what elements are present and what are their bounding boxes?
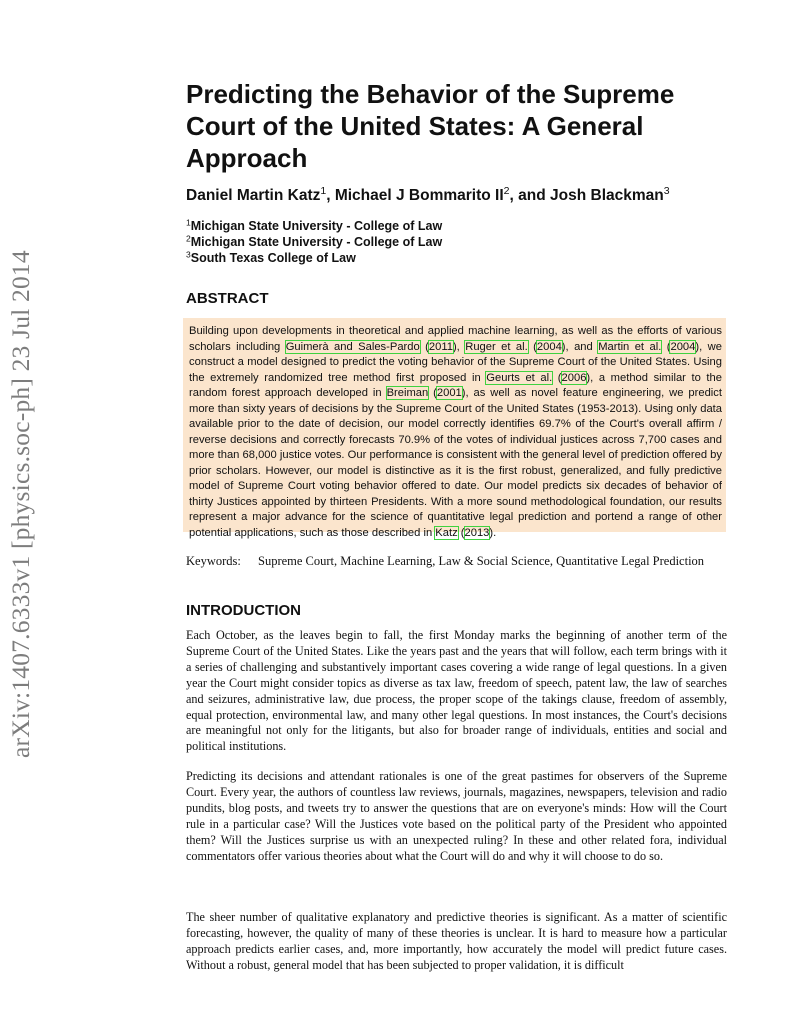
citation-link[interactable]: Martin et al. [598, 340, 662, 353]
citation-link[interactable]: 2011 [428, 340, 453, 353]
body-paragraph: Predicting its decisions and attendant rationales is one of the great pastimes for observers of the Supreme Court. Every year, the authors of countless law reviews, journals, magazines, newspapers, television and radio pundits, blog posts, and tweets try to answer the questions that are on everyone's minds: How will the Court rule in a particular case? Will the Justices vote based on the political party of the President who appointed them? Will the Justices surprise us with an unexpected ruling? In these and other related fora, individual commentators offer various theories about what the Court will do and why it will choose to do so. [186, 769, 727, 863]
citation-link[interactable]: Breiman [386, 387, 429, 399]
abstract-text-run: ( [419, 340, 429, 353]
abstract-box [183, 318, 726, 539]
abstract-text-run: ( [428, 387, 437, 399]
keywords [186, 553, 746, 569]
abstract-heading: ABSTRACT [186, 290, 269, 307]
citation-link[interactable]: 2004 [670, 340, 696, 353]
affiliation: $^1$Michigan State University - College of Law [186, 217, 443, 233]
citation-link[interactable]: Ruger et al. [465, 340, 528, 353]
citation-link[interactable]: Guimerà and Sales-Pardo [285, 340, 420, 353]
citation-link[interactable]: 2006 [561, 371, 587, 384]
arxiv-identifier[interactable]: arXiv:1407.6333v1 [physics.soc-ph] 23 Jul 2014 [6, 250, 35, 758]
author: Daniel Martin Katz$^1$ [186, 185, 327, 204]
citation-link[interactable]: Katz [435, 526, 458, 539]
abstract-text-run: ), we construct a model designed to predict the voting behavior of the Supreme Court of the United States. Using the extremely randomized tree method first proposed in [189, 340, 722, 384]
abstract-text-run: ). [489, 526, 497, 539]
body-paragraph: The sheer number of qualitative explanatory and predictive theories is significant. As a matter of scientific forecasting, however, the quality of many of these theories is unclear. It is hard to measure how a particular approach predicts earlier cases, and, more importantly, how accurately the model will predict future cases. Without a robust, general model that has been subjected to proper validation, it is difficult [186, 910, 727, 972]
keywords-text: Supreme Court, Machine Learning, Law & Social Science, Quantitative Legal Prediction [258, 554, 705, 568]
introduction-heading: INTRODUCTION [186, 602, 301, 619]
body-paragraph: Each October, as the leaves begin to fall, the first Monday marks the beginning of another term of the Supreme Court of the United States. Like the years past and the years that will follow, each term brings with it a series of challenging and substantively important cases covering a wide range of legal questions. In a given year the Court might consider topics as diverse as tax law, freedom of speech, patent law, the law of searches and seizures, administrative law, due process, the proper scope of the takings clause, freedom of assembly, equal protection, environmental law, and many other legal questions. In most instances, the Court's decisions are meaningful not only for the litigants, but also for broader range of individuals, entities and social and political institutions. [186, 628, 727, 754]
abstract-text-run: Building upon developments in theoretical and applied machine learning, as well as the efforts of various scholars including [189, 325, 722, 353]
citation-link[interactable]: 2013 [464, 526, 490, 539]
abstract-text-run: ), and [561, 340, 599, 353]
arxiv-stamp [2, 230, 38, 760]
citation-link[interactable]: 2004 [536, 340, 562, 353]
citation-link[interactable]: Geurts et al. [486, 371, 553, 384]
author: Josh Blackman$^3$ [550, 185, 670, 204]
affiliation: $^3$South Texas College of Law [186, 249, 356, 265]
abstract-text-run: ), as well as novel feature engineering, we predict more than sixty years of decisions by the Supreme Court of the United States (1953-2013). Using only data available prior to the date of decision, our model correctly identifies 69.7% of the Court's overall affirm / reverse decisions and correctly forecasts 70.9% of the votes of individual justices across 7,700 cases and more than 68,000 justice votes. Our performance is consistent with the general level of prediction offered by prior scholars. However, our model is distinctive as it is the first robust, generalized, and fully predictive model of Supreme Court voting behavior offered to date. Our model predicts six decades of behavior of thirty Justices appointed by thirteen Presidents. With a more sound methodological foundation, our results represent a major advance for the science of quantitative legal prediction and portend a range of other potential applications, such as those described in [189, 387, 722, 539]
abstract-text-run: ( [457, 526, 465, 539]
author-list: Daniel Martin Katz$^1$, Michael J Bommarito $II^2$, and Josh Blackman$^3$ [186, 185, 670, 204]
abstract-text-run: ), a method similar to the random forest approach developed in [189, 371, 722, 399]
abstract-text-run: ), [452, 340, 466, 353]
citation-link[interactable]: 2001 [436, 387, 462, 399]
abstract-text-run: ( [527, 340, 537, 353]
affiliation: $^2$Michigan State University - College of Law [186, 233, 443, 249]
affiliation-list [186, 218, 442, 266]
paper-title: Predicting the Behavior of the Supreme Court of the United States: A General Approach [186, 79, 675, 173]
abstract-text-run: ( [552, 371, 562, 384]
abstract-text [189, 324, 722, 541]
author: Michael J Bommarito $II^2$ [334, 185, 510, 204]
abstract-text-run: ( [661, 340, 671, 353]
keywords-label: Keywords: [186, 554, 241, 568]
